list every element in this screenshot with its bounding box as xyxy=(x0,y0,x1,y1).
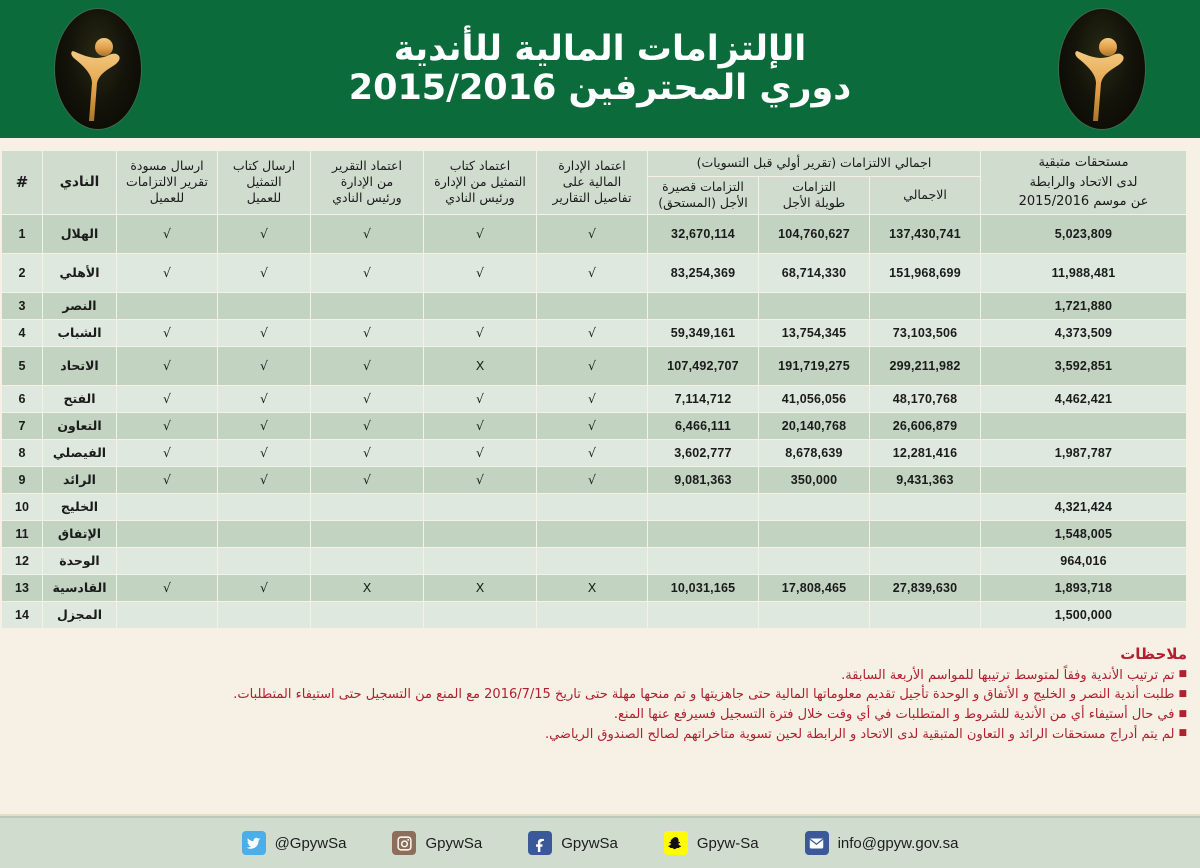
athlete-figure-icon xyxy=(1058,9,1145,130)
cell-long-term: 350,000 xyxy=(759,467,869,493)
cell-send-rep-letter: √ xyxy=(218,467,310,493)
cell-short-term xyxy=(648,494,758,520)
cell-send-draft: √ xyxy=(117,347,217,385)
long-term-line-1: التزامات xyxy=(792,179,836,195)
bullet-icon: ■ xyxy=(1178,669,1187,680)
cell-rep-letter-approval: X xyxy=(424,575,536,601)
cell-report-approval: X xyxy=(311,575,423,601)
cell-long-term: 68,714,330 xyxy=(759,254,869,292)
cell-short-term: 59,349,161 xyxy=(648,320,758,346)
cell-club-name: الوحدة xyxy=(43,548,116,574)
cell-total: 9,431,363 xyxy=(870,467,980,493)
cell-send-draft: √ xyxy=(117,575,217,601)
table-row xyxy=(2,215,1186,253)
note-item xyxy=(13,705,1187,725)
cell-send-rep-letter xyxy=(218,602,310,628)
cell-rep-letter-approval xyxy=(424,521,536,547)
cell-dues-remaining: 1,548,005 xyxy=(981,521,1186,547)
cell-send-rep-letter xyxy=(218,494,310,520)
table-row xyxy=(2,293,1186,319)
cell-total xyxy=(870,602,980,628)
cell-total: 299,211,982 xyxy=(870,347,980,385)
financial-obligations-table xyxy=(1,150,1187,629)
twitter-icon[interactable] xyxy=(242,831,266,855)
cell-report-approval xyxy=(311,521,423,547)
cell-dues-remaining: 1,721,880 xyxy=(981,293,1186,319)
send-draft-line-2: تقرير الالتزامات xyxy=(126,174,208,190)
cell-rep-letter-approval xyxy=(424,602,536,628)
cell-short-term: 10,031,165 xyxy=(648,575,758,601)
cell-row-index: 5 xyxy=(2,347,42,385)
col-long-term xyxy=(759,177,869,214)
cell-rep-letter-approval: √ xyxy=(424,440,536,466)
cell-send-draft xyxy=(117,521,217,547)
cell-short-term: 107,492,707 xyxy=(648,347,758,385)
dues-line-3: عن موسم 2015/2016 xyxy=(1018,194,1149,209)
table-row xyxy=(2,575,1186,601)
bullet-icon: ■ xyxy=(1178,688,1187,699)
cell-total: 137,430,741 xyxy=(870,215,980,253)
cell-rep-letter-approval: √ xyxy=(424,254,536,292)
cell-club-name: التعاون xyxy=(43,413,116,439)
cell-short-term: 32,670,114 xyxy=(648,215,758,253)
cell-fin-admin-approval xyxy=(537,494,647,520)
cell-fin-admin-approval: √ xyxy=(537,347,647,385)
report-approval-line-1: اعتماد التقرير xyxy=(332,158,402,174)
short-term-line-1: التزامات قصيرة xyxy=(662,179,744,195)
cell-send-rep-letter xyxy=(218,521,310,547)
cell-club-name: المجزل xyxy=(43,602,116,628)
cell-fin-admin-approval xyxy=(537,521,647,547)
short-term-line-2: الأجل (المستحق) xyxy=(658,195,748,211)
cell-club-name: الأهلي xyxy=(43,254,116,292)
social-handle-label: GpywSa xyxy=(561,834,618,852)
gpyw-logo-left xyxy=(54,8,142,130)
title-line-1: الإلتزامات المالية للأندية xyxy=(393,28,807,69)
cell-short-term xyxy=(648,293,758,319)
cell-rep-letter-approval: √ xyxy=(424,320,536,346)
cell-dues-remaining: 964,016 xyxy=(981,548,1186,574)
cell-long-term: 104,760,627 xyxy=(759,215,869,253)
snapchat-icon[interactable] xyxy=(664,831,688,855)
cell-total xyxy=(870,293,980,319)
cell-total: 27,839,630 xyxy=(870,575,980,601)
cell-total: 26,606,879 xyxy=(870,413,980,439)
table-row xyxy=(2,320,1186,346)
cell-report-approval: √ xyxy=(311,386,423,412)
col-send-draft xyxy=(117,151,217,214)
notes-list xyxy=(13,666,1187,745)
cell-row-index: 1 xyxy=(2,215,42,253)
cell-short-term xyxy=(648,602,758,628)
table-row xyxy=(2,386,1186,412)
cell-club-name: القادسية xyxy=(43,575,116,601)
cell-send-rep-letter: √ xyxy=(218,386,310,412)
cell-fin-admin-approval: √ xyxy=(537,386,647,412)
cell-total xyxy=(870,521,980,547)
cell-long-term: 41,056,056 xyxy=(759,386,869,412)
cell-send-draft xyxy=(117,548,217,574)
cell-report-approval: √ xyxy=(311,215,423,253)
cell-short-term xyxy=(648,548,758,574)
social-link-facebook[interactable] xyxy=(528,831,618,855)
table-row xyxy=(2,440,1186,466)
cell-short-term: 6,466,111 xyxy=(648,413,758,439)
table-row xyxy=(2,413,1186,439)
cell-dues-remaining: 11,988,481 xyxy=(981,254,1186,292)
cell-long-term xyxy=(759,548,869,574)
cell-total: 48,170,768 xyxy=(870,386,980,412)
cell-dues-remaining: 4,373,509 xyxy=(981,320,1186,346)
cell-send-draft: √ xyxy=(117,386,217,412)
logo-oval xyxy=(54,8,142,130)
cell-row-index: 9 xyxy=(2,467,42,493)
cell-row-index: 3 xyxy=(2,293,42,319)
cell-send-rep-letter: √ xyxy=(218,575,310,601)
header-row-1 xyxy=(2,151,1186,176)
col-fin-admin-approval xyxy=(537,151,647,214)
cell-long-term xyxy=(759,293,869,319)
cell-fin-admin-approval: √ xyxy=(537,467,647,493)
cell-rep-letter-approval: √ xyxy=(424,413,536,439)
cell-rep-letter-approval: √ xyxy=(424,467,536,493)
cell-long-term xyxy=(759,521,869,547)
rep-letter-line-1: اعتماد كتاب xyxy=(449,158,511,174)
fin-admin-line-1: اعتماد الإدارة xyxy=(558,158,626,174)
cell-long-term xyxy=(759,494,869,520)
fin-admin-line-3: تفاصيل التقارير xyxy=(552,190,632,206)
notes-section xyxy=(13,645,1187,745)
cell-fin-admin-approval: √ xyxy=(537,413,647,439)
logo-oval xyxy=(1058,8,1146,130)
cell-report-approval: √ xyxy=(311,254,423,292)
dues-line-1: مستحقات متبقية xyxy=(1038,155,1129,170)
table-row xyxy=(2,254,1186,292)
cell-long-term: 17,808,465 xyxy=(759,575,869,601)
cell-send-draft: √ xyxy=(117,254,217,292)
cell-club-name: الفتح xyxy=(43,386,116,412)
cell-row-index: 8 xyxy=(2,440,42,466)
cell-send-draft: √ xyxy=(117,440,217,466)
note-text: تم ترتيب الأندية وفقاً لمتوسط ترتيبها للمواسم الأربعة السابقة. xyxy=(841,667,1175,683)
cell-dues-remaining: 1,500,000 xyxy=(981,602,1186,628)
cell-rep-letter-approval: √ xyxy=(424,386,536,412)
cell-send-rep-letter: √ xyxy=(218,440,310,466)
col-report-approval xyxy=(311,151,423,214)
cell-send-rep-letter xyxy=(218,548,310,574)
social-link-snapchat[interactable] xyxy=(664,831,759,855)
facebook-icon[interactable] xyxy=(528,831,552,855)
cell-total xyxy=(870,548,980,574)
cell-send-draft xyxy=(117,494,217,520)
cell-send-draft xyxy=(117,293,217,319)
cell-report-approval xyxy=(311,494,423,520)
dues-line-2: لدى الاتحاد والرابطة xyxy=(1029,174,1138,190)
cell-fin-admin-approval xyxy=(537,548,647,574)
cell-row-index: 2 xyxy=(2,254,42,292)
send-draft-line-1: ارسال مسودة xyxy=(130,158,204,174)
cell-row-index: 12 xyxy=(2,548,42,574)
page-header xyxy=(0,0,1200,138)
report-approval-line-3: ورئيس النادي xyxy=(332,190,402,206)
cell-club-name: الخليج xyxy=(43,494,116,520)
note-item xyxy=(13,725,1187,745)
cell-report-approval xyxy=(311,548,423,574)
cell-club-name: الفيصلي xyxy=(43,440,116,466)
cell-fin-admin-approval: √ xyxy=(537,320,647,346)
cell-rep-letter-approval: X xyxy=(424,347,536,385)
note-item xyxy=(13,685,1187,705)
cell-report-approval: √ xyxy=(311,440,423,466)
cell-fin-admin-approval xyxy=(537,602,647,628)
cell-dues-remaining: 3,592,851 xyxy=(981,347,1186,385)
cell-row-index: 4 xyxy=(2,320,42,346)
table-row xyxy=(2,602,1186,628)
bullet-icon: ■ xyxy=(1178,728,1187,739)
col-club: النادي xyxy=(43,151,116,214)
cell-send-rep-letter: √ xyxy=(218,413,310,439)
cell-rep-letter-approval xyxy=(424,293,536,319)
cell-short-term xyxy=(648,521,758,547)
cell-row-index: 13 xyxy=(2,575,42,601)
send-rep-line-1: ارسال كتاب xyxy=(232,158,296,174)
cell-long-term xyxy=(759,602,869,628)
cell-total: 73,103,506 xyxy=(870,320,980,346)
cell-total: 12,281,416 xyxy=(870,440,980,466)
cell-row-index: 6 xyxy=(2,386,42,412)
report-approval-line-2: من الإدارة xyxy=(340,174,394,190)
cell-send-draft xyxy=(117,602,217,628)
cell-send-draft: √ xyxy=(117,320,217,346)
cell-fin-admin-approval: X xyxy=(537,575,647,601)
cell-club-name: الشباب xyxy=(43,320,116,346)
cell-send-rep-letter: √ xyxy=(218,215,310,253)
table-row xyxy=(2,494,1186,520)
col-group-total-obligations: اجمالي الالتزامات (تقرير أولي قبل التسويات) xyxy=(648,151,980,176)
cell-send-draft: √ xyxy=(117,215,217,253)
social-handle-label: info@gpyw.gov.sa xyxy=(837,834,959,852)
instagram-icon[interactable] xyxy=(392,831,416,855)
cell-long-term: 13,754,345 xyxy=(759,320,869,346)
note-item xyxy=(13,666,1187,686)
send-draft-line-3: للعميل xyxy=(149,190,185,206)
cell-send-rep-letter: √ xyxy=(218,320,310,346)
cell-club-name: الهلال xyxy=(43,215,116,253)
cell-short-term: 7,114,712 xyxy=(648,386,758,412)
rep-letter-line-2: التمثيل من الإدارة xyxy=(434,174,526,190)
social-footer xyxy=(0,816,1200,868)
athlete-figure-icon xyxy=(54,9,141,130)
gpyw-logo-right xyxy=(1058,8,1146,130)
cell-report-approval xyxy=(311,602,423,628)
title-line-2: دوري المحترفين 2015/2016 xyxy=(348,68,852,108)
social-link-email[interactable] xyxy=(805,831,959,855)
col-index: # xyxy=(2,151,42,214)
col-dues-remaining xyxy=(981,151,1186,214)
cell-short-term: 83,254,369 xyxy=(648,254,758,292)
cell-dues-remaining: 1,893,718 xyxy=(981,575,1186,601)
table-body xyxy=(2,215,1186,628)
cell-dues-remaining: 1,987,787 xyxy=(981,440,1186,466)
cell-dues-remaining xyxy=(981,467,1186,493)
table-head xyxy=(2,151,1186,214)
cell-short-term: 9,081,363 xyxy=(648,467,758,493)
col-rep-letter-approval xyxy=(424,151,536,214)
table-row xyxy=(2,467,1186,493)
cell-fin-admin-approval: √ xyxy=(537,254,647,292)
table-row xyxy=(2,548,1186,574)
cell-report-approval xyxy=(311,293,423,319)
note-text: طلبت أندية النصر و الخليج و الأتفاق و الوحدة تأجيل تقديم معلوماتها المالية حتى جاهزيتها و تم منحها مهلة حتى تاريخ 2016/7/15 مع المنع من التسجيل حتى استيفاء المتطلبات. xyxy=(233,687,1175,703)
send-rep-line-2: التمثيل xyxy=(246,174,282,190)
table-container xyxy=(0,138,1200,629)
cell-send-draft: √ xyxy=(117,467,217,493)
long-term-line-2: طويلة الأجل xyxy=(782,195,846,211)
cell-total xyxy=(870,494,980,520)
cell-rep-letter-approval xyxy=(424,548,536,574)
email-icon[interactable] xyxy=(805,831,829,855)
cell-dues-remaining: 5,023,809 xyxy=(981,215,1186,253)
cell-send-rep-letter: √ xyxy=(218,254,310,292)
cell-row-index: 7 xyxy=(2,413,42,439)
col-total: الاجمالي xyxy=(870,177,980,214)
social-handle-label: GpywSa xyxy=(425,834,483,852)
bullet-icon: ■ xyxy=(1178,708,1187,719)
cell-rep-letter-approval xyxy=(424,494,536,520)
cell-send-draft: √ xyxy=(117,413,217,439)
cell-long-term: 191,719,275 xyxy=(759,347,869,385)
cell-row-index: 10 xyxy=(2,494,42,520)
social-handle-label: Gpyw-Sa xyxy=(696,834,759,852)
cell-club-name: الاتحاد xyxy=(43,347,116,385)
rep-letter-line-3: ورئيس النادي xyxy=(445,190,515,206)
cell-report-approval: √ xyxy=(311,413,423,439)
table-row xyxy=(2,521,1186,547)
cell-dues-remaining xyxy=(981,413,1186,439)
cell-dues-remaining: 4,462,421 xyxy=(981,386,1186,412)
note-text: في حال أستيفاء أي من الأندية للشروط و المتطلبات في أي وقت خلال فترة التسجيل فسيرفع عنها المنع. xyxy=(613,707,1175,722)
cell-fin-admin-approval xyxy=(537,293,647,319)
cell-row-index: 14 xyxy=(2,602,42,628)
cell-send-rep-letter xyxy=(218,293,310,319)
table-row xyxy=(2,347,1186,385)
cell-club-name: الإتفاق xyxy=(43,521,116,547)
cell-send-rep-letter: √ xyxy=(218,347,310,385)
social-link-instagram[interactable] xyxy=(392,831,482,855)
col-short-term xyxy=(648,177,758,214)
send-rep-line-3: للعميل xyxy=(246,190,282,206)
note-text: لم يتم أدراج مستحقات الرائد و التعاون المتبقية لدى الاتحاد و الرابطة لحين تسوية متاخراتهم لصالح الصندوق الرياضي. xyxy=(544,726,1175,742)
cell-long-term: 20,140,768 xyxy=(759,413,869,439)
social-handle-label: @GpywSa xyxy=(274,834,347,852)
page-title xyxy=(349,30,852,108)
fin-admin-line-2: المالية على xyxy=(562,174,622,190)
cell-row-index: 11 xyxy=(2,521,42,547)
cell-rep-letter-approval: √ xyxy=(424,215,536,253)
cell-club-name: النصر xyxy=(43,293,116,319)
cell-club-name: الرائد xyxy=(43,467,116,493)
cell-report-approval: √ xyxy=(311,467,423,493)
cell-long-term: 8,678,639 xyxy=(759,440,869,466)
cell-report-approval: √ xyxy=(311,320,423,346)
notes-title: ملاحظات xyxy=(1120,644,1187,663)
cell-total: 151,968,699 xyxy=(870,254,980,292)
cell-fin-admin-approval: √ xyxy=(537,440,647,466)
social-link-twitter[interactable] xyxy=(242,831,347,855)
cell-report-approval: √ xyxy=(311,347,423,385)
cell-fin-admin-approval: √ xyxy=(537,215,647,253)
col-send-rep-letter xyxy=(218,151,310,214)
cell-short-term: 3,602,777 xyxy=(648,440,758,466)
cell-dues-remaining: 4,321,424 xyxy=(981,494,1186,520)
